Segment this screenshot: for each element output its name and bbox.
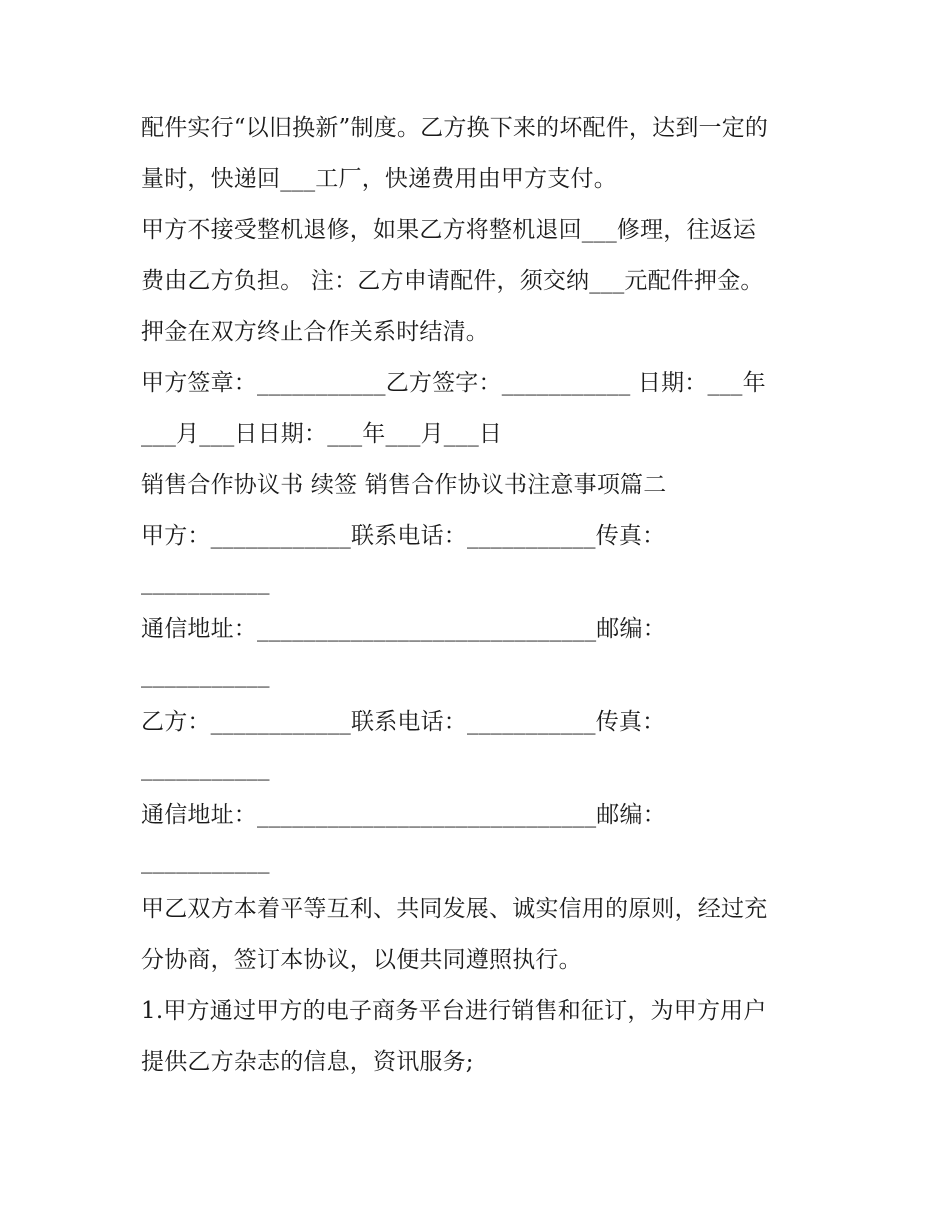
party-a-address: 通信地址：_____________________________邮编：	[141, 616, 666, 642]
party-b-contact: 乙方：____________联系电话：___________传真：	[141, 709, 666, 735]
text-line: 分协商，签订本协议，以便共同遵照执行。	[141, 947, 582, 973]
section-title: 销售合作协议书 续签 销售合作协议书注意事项篇二	[141, 472, 667, 498]
party-b-postcode-blank: ___________	[141, 848, 270, 874]
text-line: 配件实行“以旧换新”制度。乙方换下来的坏配件，达到一定的	[141, 115, 769, 141]
text-line: 费由乙方负担。 注：乙方申请配件，须交纳___元配件押金。	[141, 268, 764, 294]
clause-item-continued: 提供乙方杂志的信息，资讯服务;	[141, 1049, 474, 1075]
clause-item: 1.甲方通过甲方的电子商务平台进行销售和征订，为甲方用户	[141, 998, 767, 1024]
party-b-address: 通信地址：_____________________________邮编：	[141, 802, 666, 828]
party-a-fax-blank: ___________	[141, 569, 270, 595]
date-line: ___月___日日期：___年___月___日	[141, 421, 503, 447]
party-a-contact: 甲方：____________联系电话：___________传真：	[141, 523, 666, 549]
party-b-fax-blank: ___________	[141, 755, 270, 781]
text-line: 甲乙双方本着平等互利、共同发展、诚实信用的原则，经过充	[141, 896, 768, 922]
signature-line: 甲方签章：___________乙方签字：___________ 日期：___年	[141, 370, 766, 396]
party-a-postcode-blank: ___________	[141, 662, 270, 688]
text-line: 甲方不接受整机退修，如果乙方将整机退回___修理，往返运	[141, 217, 757, 243]
text-line: 量时，快递回___工厂，快递费用由甲方支付。	[141, 166, 617, 192]
text-line: 押金在双方终止合作关系时结清。	[141, 319, 489, 345]
